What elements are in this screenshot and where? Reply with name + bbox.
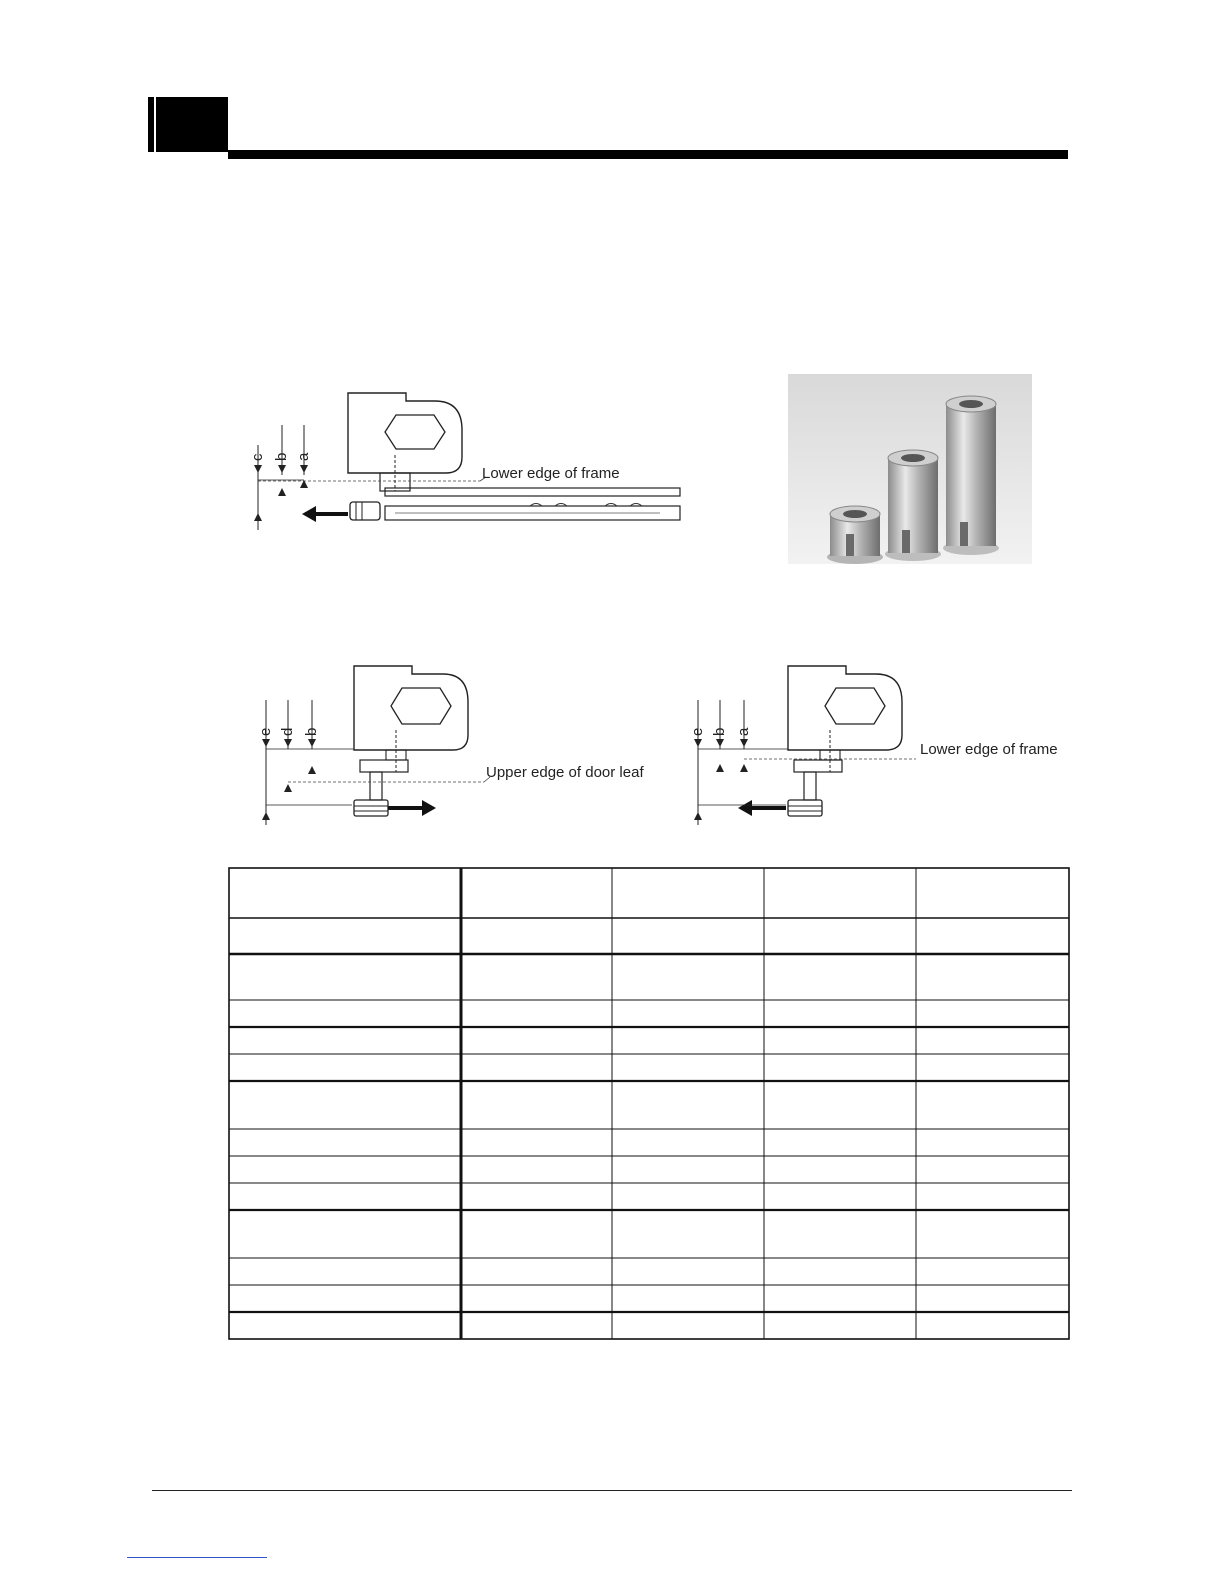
header-rule (228, 150, 1068, 159)
dim-label-d: d (279, 727, 296, 736)
lower-edge-frame-label: Lower edge of frame (482, 465, 620, 482)
dim-label-b: b (711, 727, 728, 736)
product-photo (788, 374, 1032, 564)
dim-label-a: a (735, 727, 752, 736)
footer-link-underline[interactable] (127, 1557, 267, 1558)
diagram-bottom-right (680, 660, 1070, 830)
spec-table (228, 867, 1070, 1340)
dim-label-e: e (257, 727, 274, 736)
chapter-marker (148, 97, 228, 152)
footer-rule (152, 1490, 1072, 1491)
lower-edge-frame-label-2: Lower edge of frame (920, 741, 1058, 758)
dim-label-c: c (249, 453, 266, 461)
dim-label-e: e (689, 727, 706, 736)
dim-label-b: b (273, 452, 290, 461)
diagram-top (240, 385, 700, 535)
diagram-bottom-left (248, 660, 658, 830)
dim-label-b: b (303, 727, 320, 736)
upper-edge-door-leaf-label: Upper edge of door leaf (486, 764, 644, 781)
dim-label-a: a (295, 452, 312, 461)
